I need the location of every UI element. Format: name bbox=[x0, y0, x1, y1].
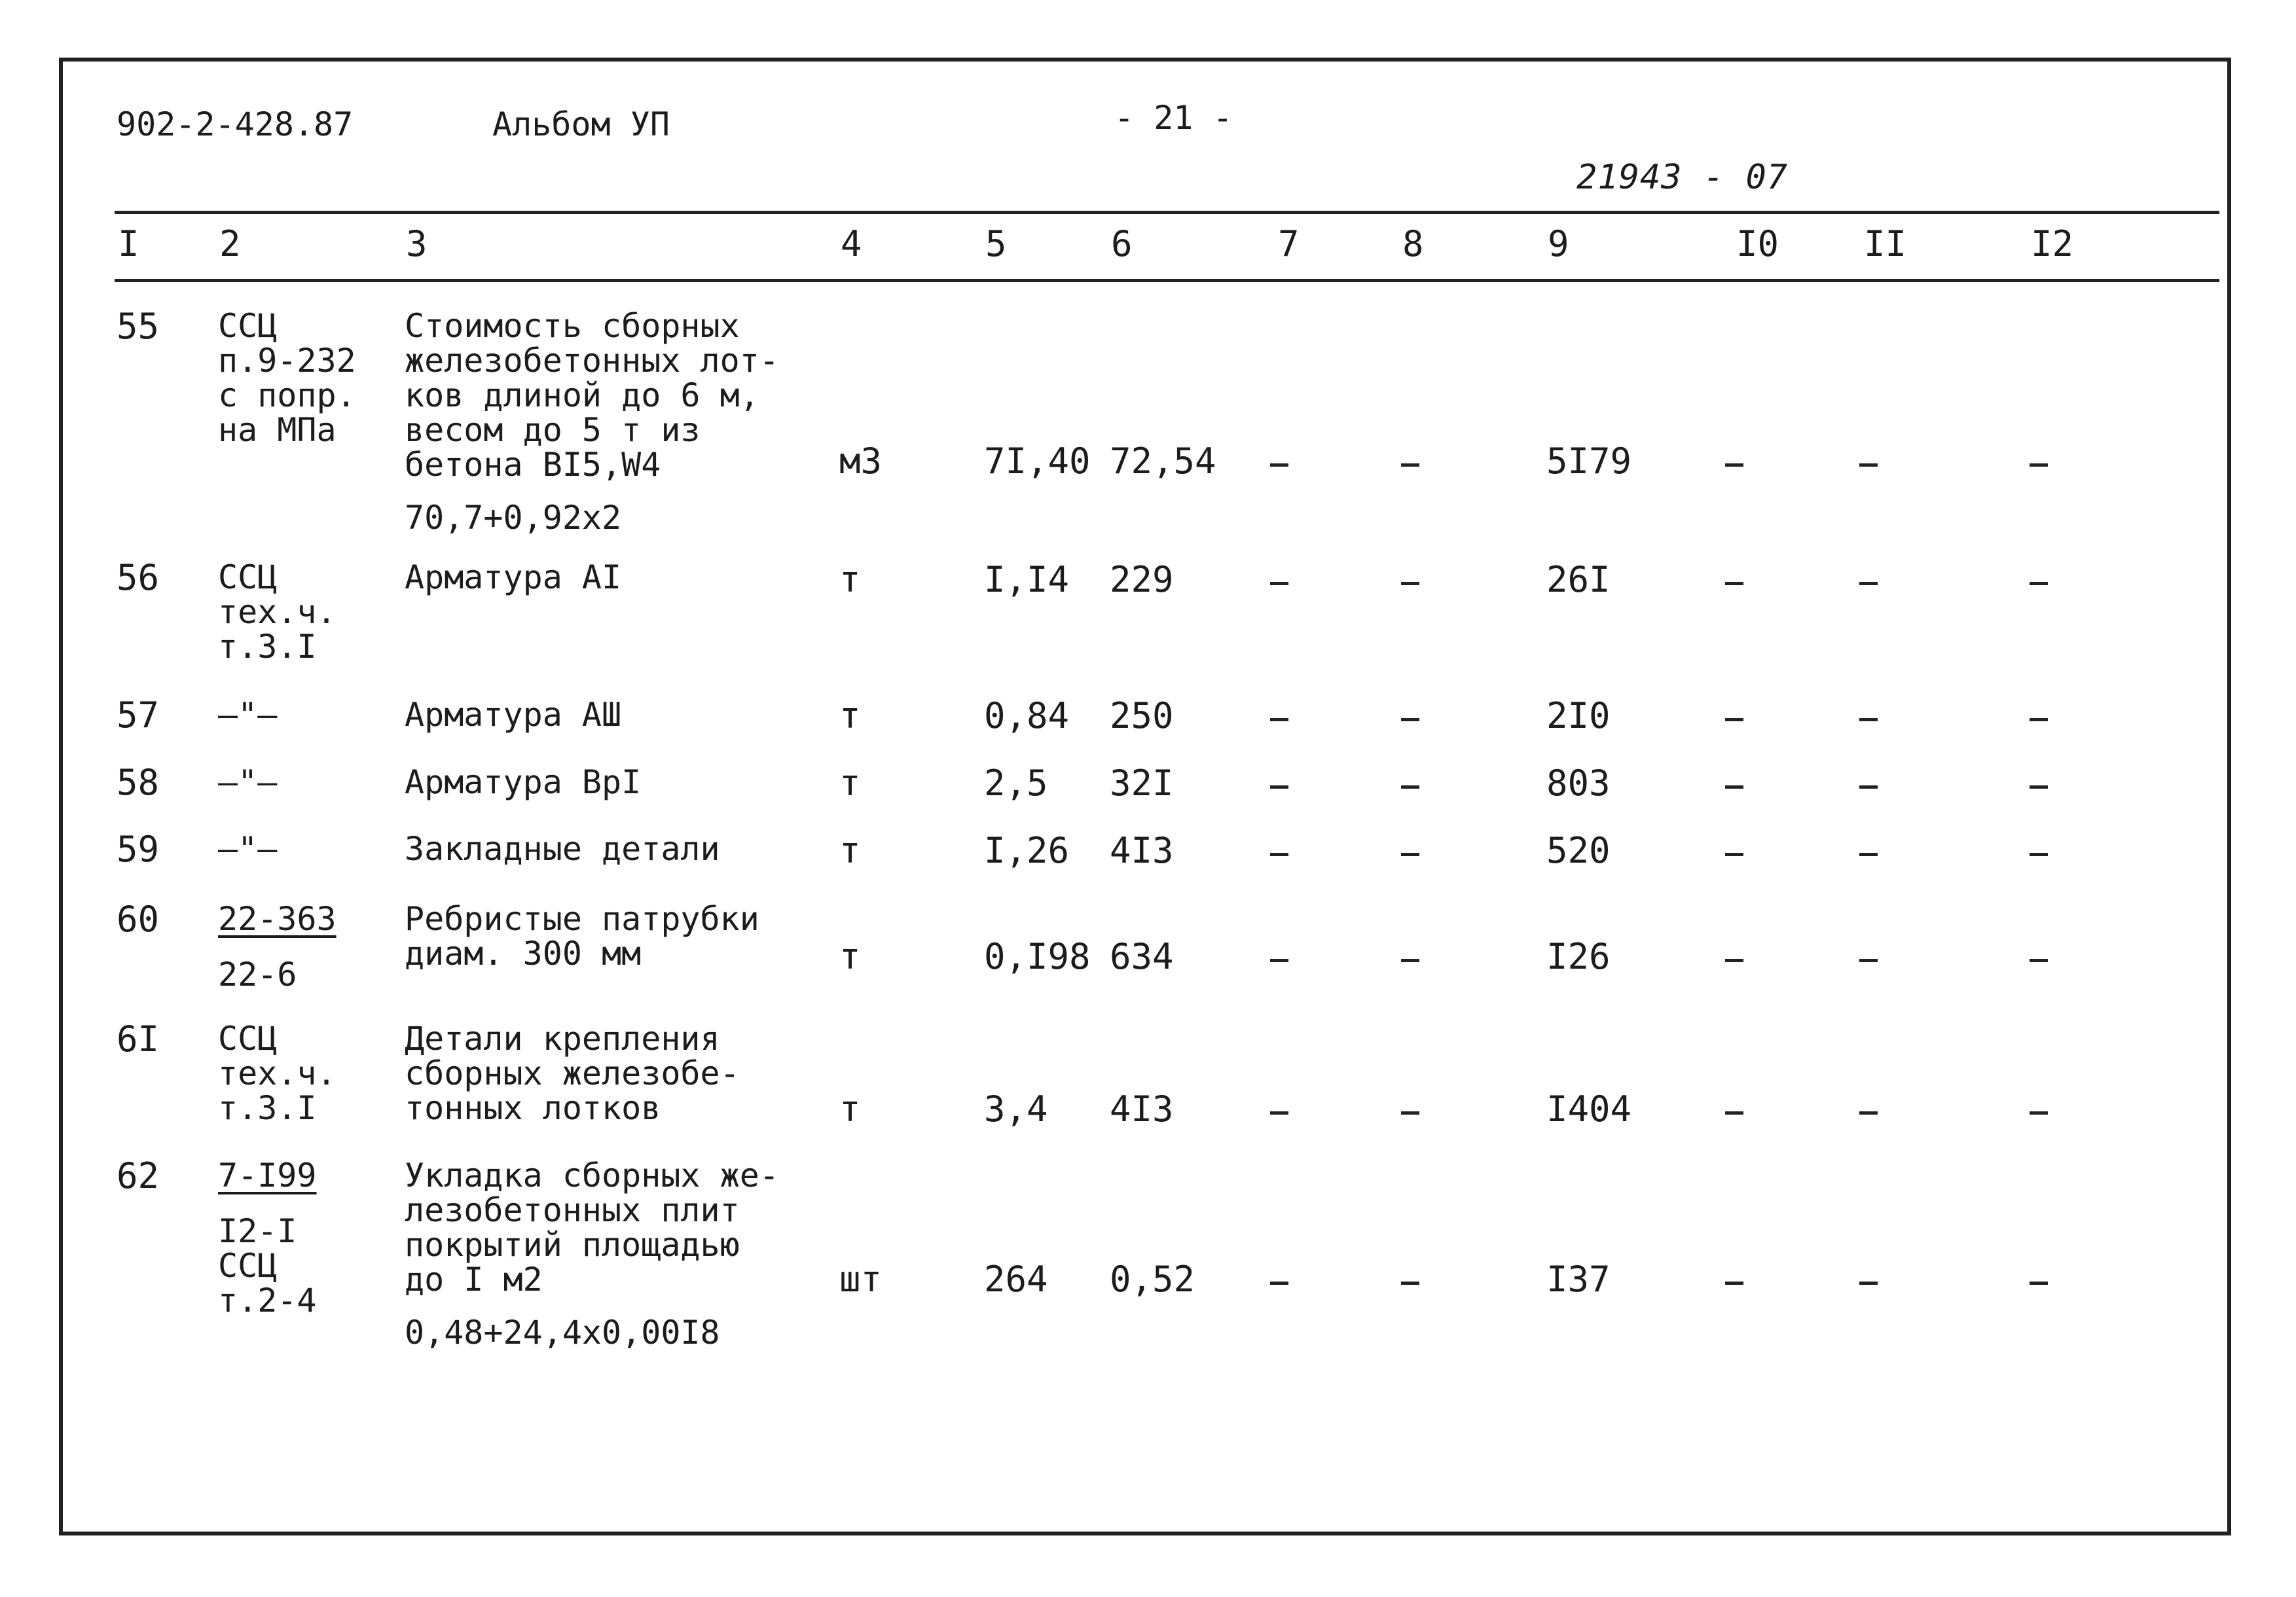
dash-col-10 bbox=[1725, 959, 1743, 962]
dash-col-11 bbox=[1859, 1111, 1878, 1115]
work-name-line: весом до 5 т из bbox=[405, 411, 701, 449]
dash-col-8 bbox=[1401, 463, 1419, 467]
work-name-line: Ребристые патрубки bbox=[405, 900, 759, 938]
work-name-line: бетона BI5,W4 bbox=[405, 446, 661, 484]
calculation-line: 70,7+0,92x2 bbox=[405, 499, 622, 537]
column-header: II bbox=[1864, 223, 1907, 264]
work-name-line: Арматура ВрI bbox=[405, 763, 642, 801]
dash-col-10 bbox=[1725, 785, 1743, 789]
dash-col-12 bbox=[2030, 718, 2048, 721]
dash-col-11 bbox=[1859, 1282, 1878, 1285]
dash-col-10 bbox=[1725, 1111, 1743, 1115]
quantity-cell: I,I4 bbox=[984, 559, 1070, 600]
column-header: I2 bbox=[2031, 223, 2074, 264]
dash-col-10 bbox=[1725, 853, 1743, 856]
row-number: 60 bbox=[117, 899, 160, 940]
reference-line: I2-I bbox=[218, 1212, 297, 1250]
work-name-line: Арматура АШ bbox=[405, 696, 622, 734]
document-code: 21943 - 07 bbox=[1576, 158, 1789, 197]
reference-line: т.3.I bbox=[218, 1089, 317, 1127]
total-cell: 5I79 bbox=[1546, 440, 1632, 482]
quantity-cell: 7I,40 bbox=[984, 440, 1091, 482]
unit-cell: т bbox=[839, 1088, 861, 1130]
column-header: I bbox=[118, 223, 139, 264]
total-cell: 803 bbox=[1546, 763, 1611, 804]
dash-col-7 bbox=[1270, 959, 1288, 962]
reference-line: т.3.I bbox=[218, 628, 317, 666]
reference-line: –"– bbox=[218, 763, 278, 801]
unit-price-cell: 32I bbox=[1110, 763, 1174, 804]
quantity-cell: 264 bbox=[984, 1259, 1048, 1300]
reference-line: ССЦ bbox=[218, 1247, 278, 1285]
dash-col-7 bbox=[1270, 582, 1288, 585]
reference-line: 7-I99 bbox=[218, 1157, 317, 1194]
unit-price-cell: 229 bbox=[1110, 559, 1174, 600]
dash-col-12 bbox=[2030, 1111, 2048, 1115]
column-header: 4 bbox=[841, 223, 862, 264]
unit-cell: т bbox=[839, 830, 861, 871]
album-label: Альбом УП bbox=[492, 105, 670, 143]
dash-col-7 bbox=[1270, 463, 1288, 467]
row-number: 62 bbox=[117, 1155, 160, 1196]
row-number: 59 bbox=[117, 829, 160, 870]
quantity-cell: 3,4 bbox=[984, 1088, 1048, 1130]
row-number: 56 bbox=[117, 557, 160, 598]
dash-col-8 bbox=[1401, 959, 1419, 962]
reference-line: 22-363 bbox=[218, 900, 337, 938]
work-name-line: покрытий площадью bbox=[405, 1226, 740, 1264]
unit-cell: т bbox=[839, 763, 861, 804]
doc-number: 902-2-428.87 bbox=[117, 105, 354, 143]
reference-line: ССЦ bbox=[218, 1020, 278, 1058]
dash-col-7 bbox=[1270, 853, 1288, 856]
dash-col-7 bbox=[1270, 1282, 1288, 1285]
work-name-line: Детали крепления bbox=[405, 1020, 720, 1058]
dash-col-10 bbox=[1725, 718, 1743, 721]
unit-price-cell: 0,52 bbox=[1110, 1259, 1195, 1300]
unit-price-cell: 4I3 bbox=[1110, 830, 1174, 871]
reference-line: –"– bbox=[218, 696, 278, 734]
column-header: 9 bbox=[1548, 223, 1569, 264]
unit-cell: шт bbox=[839, 1259, 883, 1300]
reference-line: на МПа bbox=[218, 411, 337, 449]
work-name-line: ков длиной до 6 м, bbox=[405, 376, 759, 414]
unit-price-cell: 250 bbox=[1110, 695, 1174, 736]
dash-col-12 bbox=[2030, 582, 2048, 585]
dash-col-10 bbox=[1725, 582, 1743, 585]
dash-col-11 bbox=[1859, 853, 1878, 856]
total-cell: I26 bbox=[1546, 936, 1611, 977]
quantity-cell: 0,84 bbox=[984, 695, 1070, 736]
dash-col-7 bbox=[1270, 718, 1288, 721]
dash-col-12 bbox=[2030, 785, 2048, 789]
reference-line: т.2-4 bbox=[218, 1282, 317, 1319]
reference-line: п.9-232 bbox=[218, 342, 356, 380]
work-name-line: тонных лотков bbox=[405, 1089, 661, 1127]
dash-col-10 bbox=[1725, 1282, 1743, 1285]
dash-col-12 bbox=[2030, 463, 2048, 467]
row-number: 58 bbox=[117, 762, 160, 803]
work-name-line: Закладные детали bbox=[405, 830, 720, 868]
unit-price-cell: 72,54 bbox=[1110, 440, 1216, 482]
dash-col-7 bbox=[1270, 785, 1288, 789]
unit-cell: т bbox=[839, 695, 861, 736]
work-name-line: до I м2 bbox=[405, 1261, 543, 1299]
dash-col-8 bbox=[1401, 785, 1419, 789]
column-header: 7 bbox=[1278, 223, 1300, 264]
quantity-cell: 2,5 bbox=[984, 763, 1048, 804]
dash-col-12 bbox=[2030, 1282, 2048, 1285]
header-top-rule bbox=[115, 211, 2219, 214]
dash-col-10 bbox=[1725, 463, 1743, 467]
reference-line: –"– bbox=[218, 830, 278, 868]
unit-cell: м3 bbox=[839, 440, 883, 482]
dash-col-11 bbox=[1859, 785, 1878, 789]
column-header: I0 bbox=[1736, 223, 1779, 264]
row-number: 57 bbox=[117, 694, 160, 736]
calculation-line: 0,48+24,4x0,00I8 bbox=[405, 1314, 720, 1352]
dash-col-11 bbox=[1859, 463, 1878, 467]
total-cell: I404 bbox=[1546, 1088, 1632, 1130]
quantity-cell: I,26 bbox=[984, 830, 1070, 871]
dash-col-7 bbox=[1270, 1111, 1288, 1115]
column-header: 6 bbox=[1111, 223, 1133, 264]
reference-line: ССЦ bbox=[218, 558, 278, 596]
total-cell: I37 bbox=[1546, 1259, 1611, 1300]
work-name-line: железобетонных лот- bbox=[405, 342, 779, 380]
work-name-line: Арматура АI bbox=[405, 558, 622, 596]
dash-col-8 bbox=[1401, 718, 1419, 721]
header-bottom-rule bbox=[115, 279, 2219, 282]
dash-col-8 bbox=[1401, 1111, 1419, 1115]
dash-col-11 bbox=[1859, 718, 1878, 721]
row-number: 55 bbox=[117, 306, 160, 347]
work-name-line: лезобетонных плит bbox=[405, 1191, 740, 1229]
column-header: 8 bbox=[1402, 223, 1424, 264]
work-name-line: Укладка сборных же- bbox=[405, 1157, 779, 1194]
unit-price-cell: 634 bbox=[1110, 936, 1174, 977]
dash-col-11 bbox=[1859, 582, 1878, 585]
reference-line: тех.ч. bbox=[218, 593, 337, 631]
row-number: 6I bbox=[117, 1018, 160, 1060]
work-name-line: Стоимость сборных bbox=[405, 307, 740, 345]
reference-line: ССЦ bbox=[218, 307, 278, 345]
reference-line: 22-6 bbox=[218, 956, 297, 994]
quantity-cell: 0,I98 bbox=[984, 936, 1091, 977]
page-number: - 21 - bbox=[1114, 99, 1233, 137]
unit-cell: т bbox=[839, 559, 861, 600]
total-cell: 520 bbox=[1546, 830, 1611, 871]
dash-col-8 bbox=[1401, 582, 1419, 585]
dash-col-8 bbox=[1401, 1282, 1419, 1285]
column-header: 3 bbox=[406, 223, 428, 264]
column-header: 5 bbox=[985, 223, 1007, 264]
dash-col-8 bbox=[1401, 853, 1419, 856]
column-header: 2 bbox=[219, 223, 241, 264]
dash-col-12 bbox=[2030, 959, 2048, 962]
dash-col-11 bbox=[1859, 959, 1878, 962]
unit-price-cell: 4I3 bbox=[1110, 1088, 1174, 1130]
work-name-line: диам. 300 мм bbox=[405, 935, 642, 973]
unit-cell: т bbox=[839, 936, 861, 977]
work-name-line: сборных железобе- bbox=[405, 1054, 740, 1092]
dash-col-12 bbox=[2030, 853, 2048, 856]
total-cell: 26I bbox=[1546, 559, 1611, 600]
reference-line: с попр. bbox=[218, 376, 356, 414]
reference-line: тех.ч. bbox=[218, 1054, 337, 1092]
total-cell: 2I0 bbox=[1546, 695, 1611, 736]
